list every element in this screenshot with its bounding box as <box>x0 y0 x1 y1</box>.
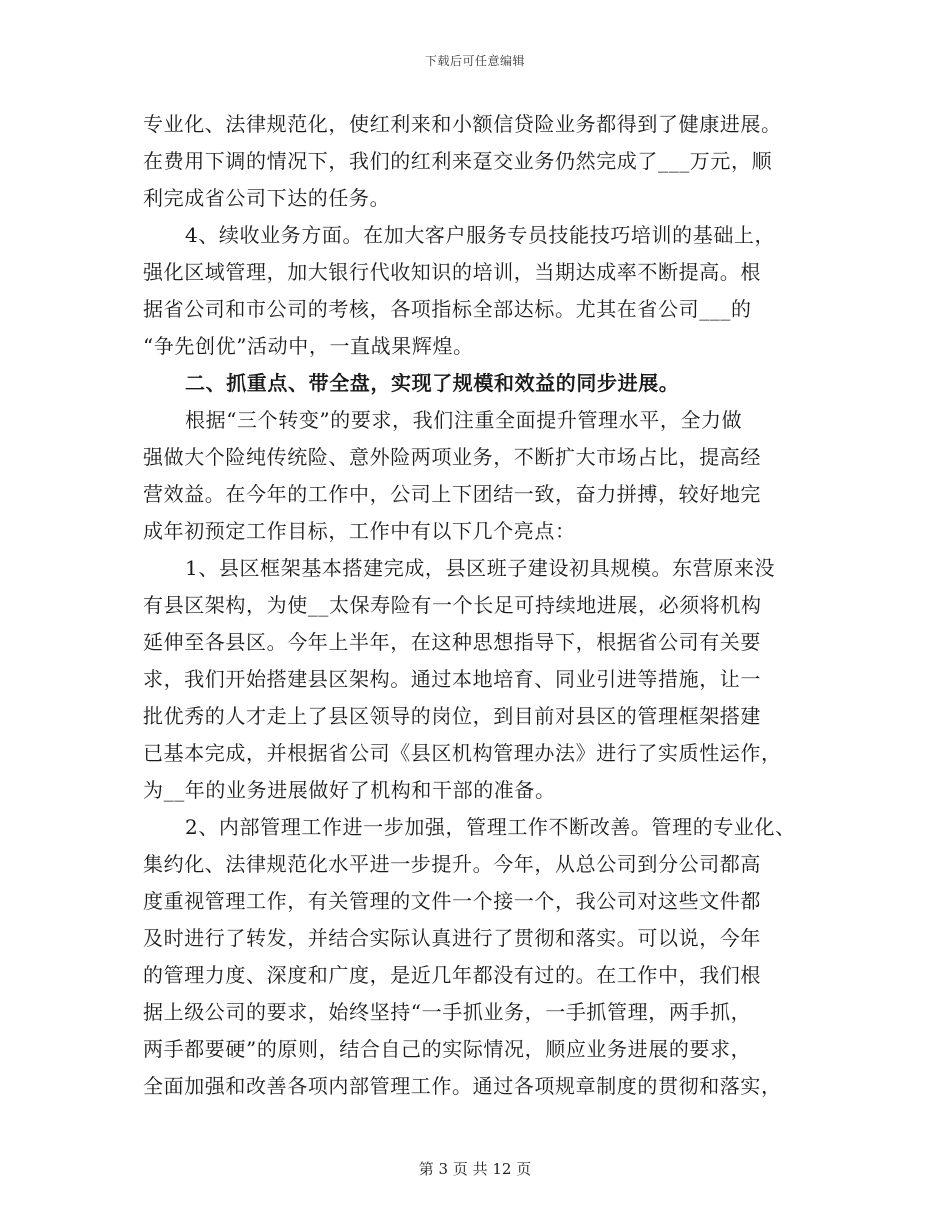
text-line: 4、续收业务方面。在加大客户服务专员技能技巧培训的基础上， <box>185 223 776 247</box>
text-line: 专业化、法律规范化，使红利来和小额信贷险业务都得到了健康进展。 <box>143 112 782 136</box>
text-line: 在费用下调的情况下，我们的红利来趸交业务仍然完成了___万元，顺 <box>143 149 773 173</box>
text-line: 根据“三个转变”的要求，我们注重全面提升管理水平，全力做 <box>185 408 743 432</box>
page-header: 下载后可任意编辑 <box>424 54 525 68</box>
text-line: 全面加强和改善各项内部管理工作。通过各项规章制度的贯彻和落实， <box>143 1074 782 1098</box>
text-line: 强化区域管理，加大银行代收知识的培训，当期达成率不断提高。根 <box>143 260 761 284</box>
text-line: 据上级公司的要求，始终坚持“一手抓业务，一手抓管理，两手抓， <box>143 1000 752 1024</box>
text-line: 为__年的业务进展做好了机构和干部的准备。 <box>143 778 556 802</box>
text-line: 营效益。在今年的工作中，公司上下团结一致，奋力拼搏，较好地完 <box>143 482 761 506</box>
text-line: 集约化、法律规范化水平进一步提升。今年，从总公司到分公司都高 <box>143 852 761 876</box>
text-line: 度重视管理工作，有关管理的文件一个接一个，我公司对这些文件都 <box>143 889 761 913</box>
text-line: 强做大个险纯传统险、意外险两项业务，不断扩大市场占比，提高经 <box>143 445 761 469</box>
text-line: 1、县区框架基本搭建完成，县区班子建设初具规模。东营原来没 <box>185 556 776 580</box>
text-line: 已基本完成，并根据省公司《县区机构管理办法》进行了实质性运作， <box>143 741 782 765</box>
text-line: “争先创优”活动中，一直战果辉煌。 <box>143 334 474 358</box>
text-line: 延伸至各县区。今年上半年，在这种思想指导下，根据省公司有关要 <box>143 630 761 654</box>
text-line: 批优秀的人才走上了县区领导的岗位，到目前对县区的管理框架搭建 <box>143 704 761 728</box>
text-line: 据省公司和市公司的考核，各项指标全部达标。尤其在省公司___的 <box>143 297 752 321</box>
text-line: 成年初预定工作目标，工作中有以下几个亮点： <box>143 519 576 543</box>
text-line: 及时进行了转发，并结合实际认真进行了贯彻和落实。可以说，今年 <box>143 926 761 950</box>
section-heading: 二、抓重点、带全盘，实现了规模和效益的同步进展。 <box>185 371 680 395</box>
text-line: 的管理力度、深度和广度，是近几年都没有过的。在工作中，我们根 <box>143 963 761 987</box>
text-line: 利完成省公司下达的任务。 <box>143 186 391 210</box>
text-line: 求，我们开始搭建县区架构。通过本地培育、同业引进等措施，让一 <box>143 667 761 691</box>
text-line: 两手都要硬”的原则，结合自己的实际情况，顺应业务进展的要求， <box>143 1037 752 1061</box>
text-line: 2、内部管理工作进一步加强，管理工作不断改善。管理的专业化、 <box>185 815 796 839</box>
page-footer: 第 3 页 共 12 页 <box>418 1160 532 1178</box>
document-body <box>143 106 808 1105</box>
text-line: 有县区架构，为使__太保寿险有一个长足可持续地进展，必须将机构 <box>143 593 762 617</box>
